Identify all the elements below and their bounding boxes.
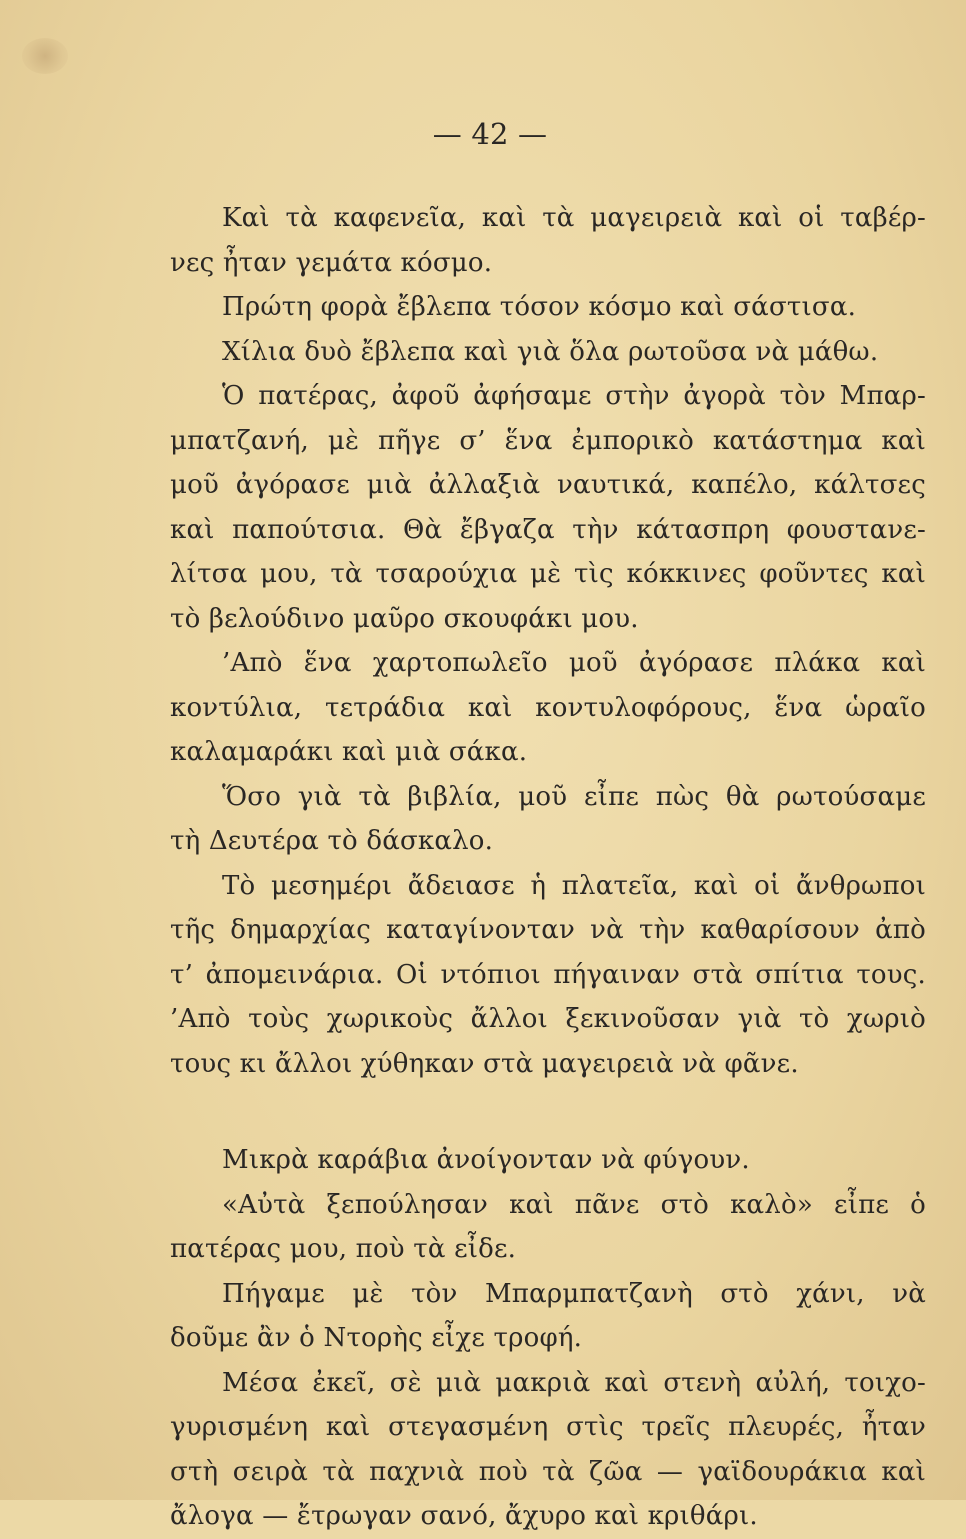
paragraph-block-1	[170, 196, 930, 1086]
text-line: ἄλογα — ἔτρωγαν σανό, ἄχυρο καὶ κριθάρι.	[170, 1501, 758, 1531]
text-line: Χίλια δυὸ ἔβλεπα καὶ γιὰ ὅλα ρωτοῦσα νὰ μάθω.	[222, 336, 879, 367]
text-line: τους κι ἄλλοι χύθηκαν στὰ μαγειρειὰ νὰ φᾶνε.	[170, 1048, 799, 1079]
text-line: λίτσα μου, τὰ τσαρούχια μὲ τὶς κόκκινες φοῦντες καὶ	[170, 559, 926, 589]
paragraph-block-2	[170, 1138, 930, 1539]
text-line: μοῦ ἀγόρασε μιὰ ἀλλαξιὰ ναυτικά, καπέλο, κάλτσες	[170, 470, 926, 500]
text-line: Πρώτη φορὰ ἔβλεπα τόσον κόσμο καὶ σάστισα.	[222, 292, 857, 322]
text-line: Μικρὰ καράβια ἀνοίγονταν νὰ φύγουν.	[222, 1145, 750, 1175]
text-line: τὸ βελούδινο μαῦρο σκουφάκι μου.	[170, 603, 639, 634]
page-text	[170, 112, 930, 1539]
text-line: ’Απὸ τοὺς χωρικοὺς ἄλλοι ξεκινοῦσαν γιὰ τὸ χωριὸ	[170, 1004, 926, 1034]
text-line: τ’ ἀπομεινάρια. Οἱ ντόπιοι πήγαιναν στὰ σπίτια τους.	[170, 959, 926, 990]
text-line: στὴ σειρὰ τὰ παχνιὰ ποὺ τὰ ζῶα — γαϊδουράκια καὶ	[170, 1456, 926, 1487]
text-line: πατέρας μου, ποὺ τὰ εἶδε.	[170, 1234, 517, 1264]
text-line: Πήγαμε μὲ τὸν Μπαρμπατζανὴ στὸ χάνι, νὰ	[222, 1278, 926, 1309]
text-line: τῆς δημαρχίας καταγίνονταν νὰ τὴν καθαρίσουν ἀπὸ	[170, 915, 926, 945]
text-line: Ὅσο γιὰ τὰ βιβλία, μοῦ εἶπε πὼς θὰ ρωτούσαμε	[222, 781, 926, 812]
text-line: κοντύλια, τετράδια καὶ κοντυλοφόρους, ἕνα ὡραῖο	[170, 692, 926, 723]
text-line: νες ἦταν γεμάτα κόσμο.	[170, 247, 493, 278]
text-line: μπατζανή, μὲ πῆγε σ’ ἕνα ἐμπορικὸ κατάστημα καὶ	[170, 425, 926, 456]
paper-stain	[22, 38, 68, 74]
page-number: — 42 —	[432, 117, 548, 151]
text-line: ’Απὸ ἕνα χαρτοπωλεῖο μοῦ ἀγόρασε πλάκα καὶ	[222, 648, 926, 678]
text-line: καὶ παπούτσια. Θὰ ἔβγαζα τὴν κάτασπρη φουστανε-	[170, 514, 926, 545]
text-line: γυρισμένη καὶ στεγασμένη στὶς τρεῖς πλευρές, ἦταν	[170, 1412, 926, 1442]
text-line: Καὶ τὰ καφενεῖα, καὶ τὰ μαγειρειὰ καὶ οἱ ταβέρ-	[222, 203, 926, 233]
section-gap	[170, 1086, 930, 1138]
text-line: καλαμαράκι καὶ μιὰ σάκα.	[170, 737, 528, 767]
text-line: τὴ Δευτέρα τὸ δάσκαλο.	[170, 826, 494, 856]
text-line: Τὸ μεσημέρι ἄδειασε ἡ πλατεῖα, καὶ οἱ ἄνθρωποι	[222, 870, 926, 901]
text-line: «Αὐτὰ ξεπούλησαν καὶ πᾶνε στὸ καλὸ» εἶπε ὁ	[222, 1189, 926, 1220]
text-line: δοῦμε ἂν ὁ Ντορὴς εἶχε τροφή.	[170, 1323, 583, 1353]
text-line: Μέσα ἐκεῖ, σὲ μιὰ μακριὰ καὶ στενὴ αὐλή, τοιχο-	[222, 1367, 926, 1398]
text-line: Ὁ πατέρας, ἀφοῦ ἀφήσαμε στὴν ἀγορὰ τὸν Μπαρ-	[222, 381, 926, 411]
